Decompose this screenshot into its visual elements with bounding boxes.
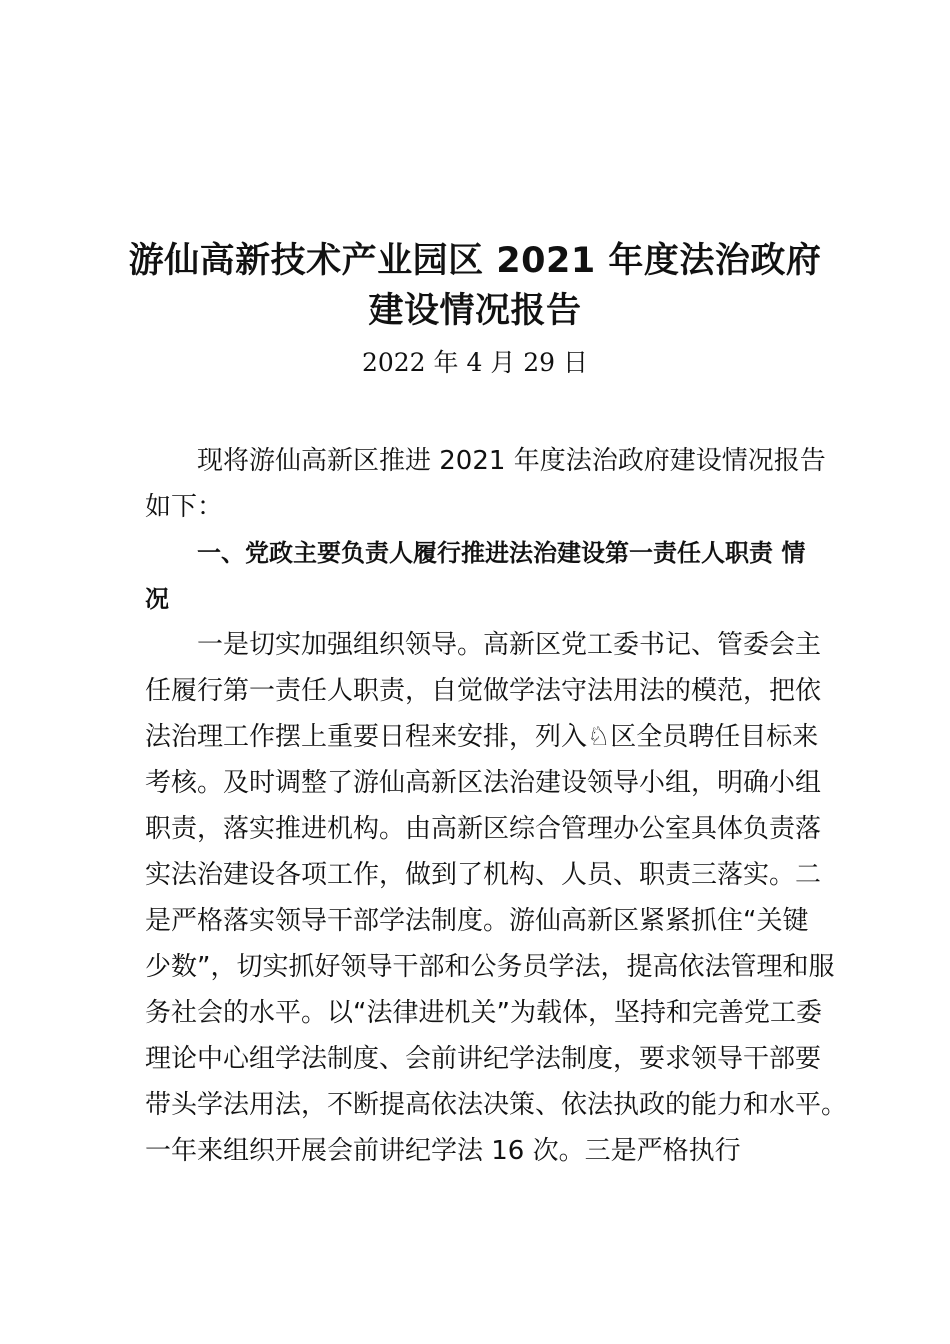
paragraph-line: 带头学法用法，不断提高依法决策、依法执政的能力和水平。: [145, 1090, 848, 1120]
paragraph-line: 少数”，切实抓好领导干部和公务员学法，提高依法管理和服: [145, 952, 835, 982]
paragraph-intro-line-2: 如下：: [145, 492, 224, 522]
paragraph-line: 法治理工作摆上重要日程来安排，列入♘区全员聘任目标来: [145, 722, 819, 752]
section-heading-line-1: 一、党政主要负责人履行推进法治建设第一责任人职责 情: [197, 539, 806, 567]
document-date: 2022 年 4 月 29 日: [361, 348, 589, 377]
paragraph-intro-line-1: 现将游仙高新区推进 2021 年度法治政府建设情况报告: [197, 446, 826, 476]
document-body: [145, 438, 848, 1174]
paragraph-line: 一年来组织开展会前讲纪学法 16 次。三是严格执行: [145, 1136, 741, 1166]
paragraph-line: 一是切实加强组织领导。高新区党工委书记、管委会主: [197, 630, 822, 660]
document-title-line-2: 建设情况报告: [368, 291, 582, 331]
paragraph-line: 实法治建设各项工作，做到了机构、人员、职责三落实。二: [145, 860, 822, 890]
section-heading-line-2: 况: [145, 585, 169, 613]
paragraph-line: 职责，落实推进机构。由高新区综合管理办公室具体负责落: [145, 814, 822, 844]
paragraph-line: 理论中心组学法制度、会前讲纪学法制度，要求领导干部要: [145, 1044, 822, 1074]
document-title-line-1: 游仙高新技术产业园区 2021 年度法治政府: [128, 241, 822, 281]
paragraph-line: 任履行第一责任人职责，自觉做学法守法用法的模范，把依: [145, 676, 822, 706]
paragraph-line: 务社会的水平。以“法律进机关”为载体，坚持和完善党工委: [145, 998, 822, 1028]
paragraph-line: 是严格落实领导干部学法制度。游仙高新区紧紧抓住“关键: [145, 906, 809, 936]
paragraph-line: 考核。及时调整了游仙高新区法治建设领导小组，明确小组: [145, 768, 822, 798]
